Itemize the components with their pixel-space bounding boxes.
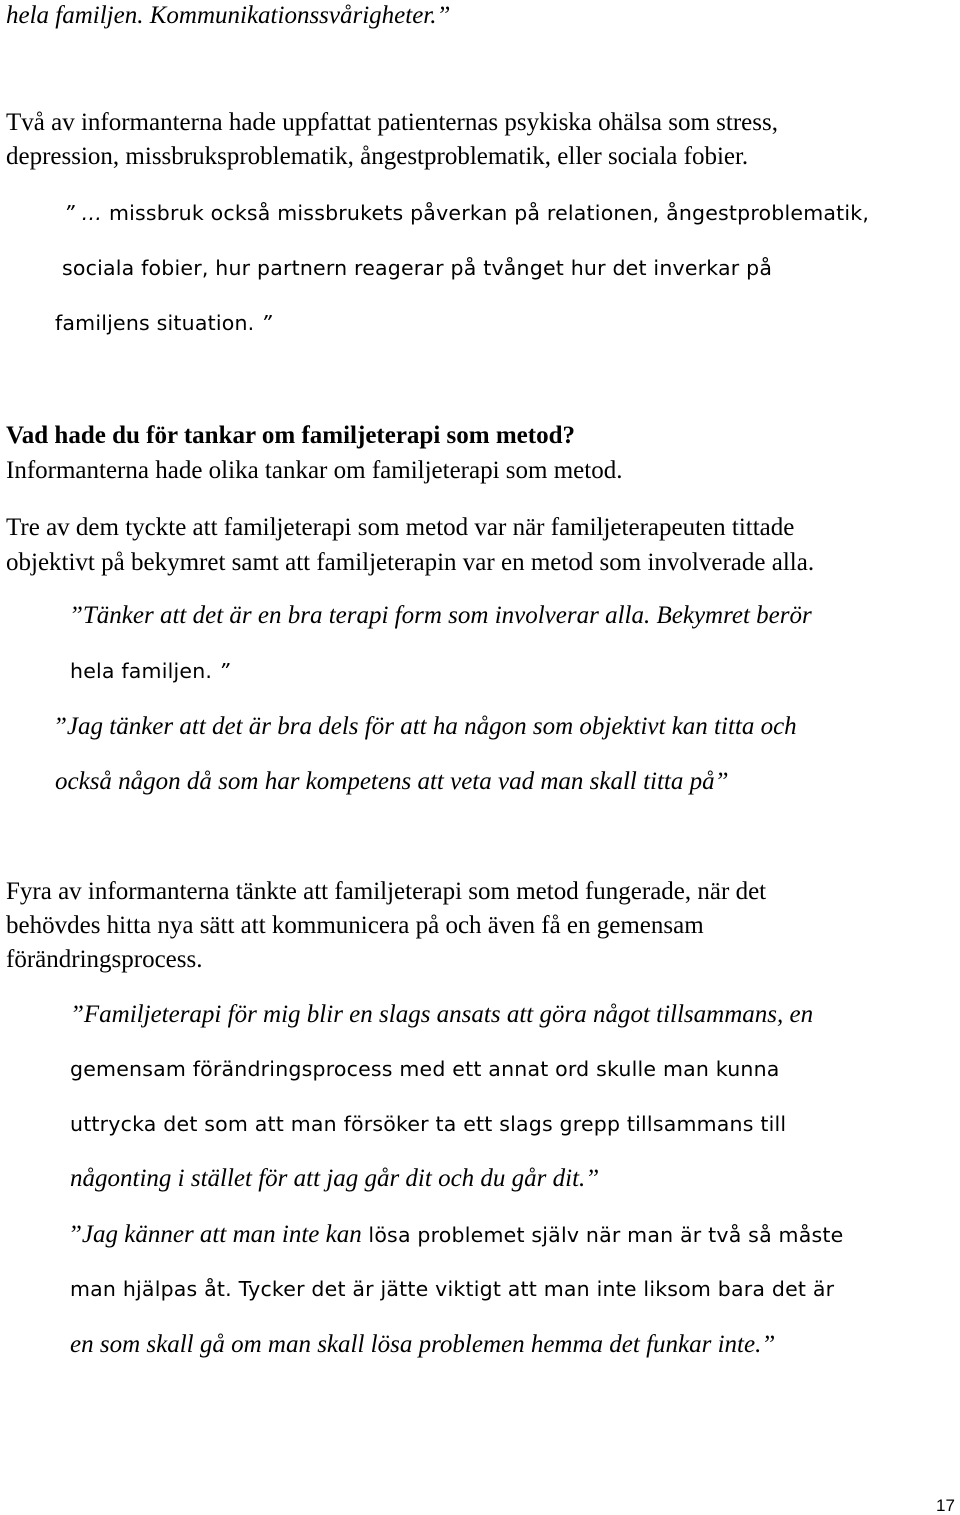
quote-line: uttrycka det som att man försöker ta ett slags grepp tillsammans till xyxy=(70,1112,787,1136)
quote-text: hela familjen. xyxy=(70,659,213,683)
quote-line: man hjälpas åt. Tycker det är jätte viktigt att man inte liksom bara det är xyxy=(70,1277,835,1301)
quote-text-italic: ”Jag känner att man inte kan xyxy=(68,1221,362,1248)
quote-line: någonting i stället för att jag går dit och du går dit.” xyxy=(70,1165,600,1192)
quote-line xyxy=(55,313,272,334)
quote-line: ”Jag tänker att det är bra dels för att ha någon som objektivt kan titta och xyxy=(53,713,797,740)
quote-line xyxy=(70,661,230,682)
section-heading: Vad hade du för tankar om familjeterapi som metod? xyxy=(6,422,575,449)
text-line: objektivt på bekymret samt att familjeterapin var en metod som involverade alla. xyxy=(6,549,815,576)
text-line: Två av informanterna hade uppfattat patienternas psykiska ohälsa som stress, xyxy=(6,109,778,136)
quote-line: gemensam förändringsprocess med ett annat ord skulle man kunna xyxy=(70,1057,780,1081)
quote-line: sociala fobier, hur partnern reagerar på tvånget hur det inverkar på xyxy=(62,256,773,280)
quote-text: familjens situation. xyxy=(55,311,255,335)
text-line: depression, missbruksproblematik, ångestproblematik, eller sociala fobier. xyxy=(6,143,749,170)
quote-mark: ” … xyxy=(64,201,109,225)
quote-line xyxy=(68,1222,843,1247)
quote-text: lösa problemet själv när man är två så måste xyxy=(361,1223,844,1247)
quote-line: ”Familjeterapi för mig blir en slags ansats att göra något tillsammans, en xyxy=(70,1001,814,1028)
text-line: hela familjen. Kommunikationssvårigheter.” xyxy=(6,2,451,29)
text-line: Fyra av informanterna tänkte att familjeterapi som metod fungerade, när det xyxy=(6,878,767,905)
quote-line: också någon då som har kompetens att veta vad man skall titta på” xyxy=(55,768,729,795)
text-line: Informanterna hade olika tankar om familjeterapi som metod. xyxy=(6,457,623,484)
text-line: behövdes hitta nya sätt att kommunicera på och även få en gemensam xyxy=(6,912,704,939)
quote-line: ”Tänker att det är en bra terapi form som involverar alla. Bekymret berör xyxy=(69,602,812,629)
quote-mark: ” xyxy=(212,659,230,683)
quote-line xyxy=(64,203,869,224)
quote-line: en som skall gå om man skall lösa problemen hemma det funkar inte.” xyxy=(70,1331,776,1358)
text-line: Tre av dem tyckte att familjeterapi som metod var när familjeterapeuten tittade xyxy=(6,514,795,541)
quote-text: missbruk också missbrukets påverkan på relationen, ångestproblematik, xyxy=(108,201,870,225)
quote-mark: ” xyxy=(254,311,272,335)
text-line: förändringsprocess. xyxy=(6,946,203,973)
page-number: 17 xyxy=(936,1496,955,1515)
